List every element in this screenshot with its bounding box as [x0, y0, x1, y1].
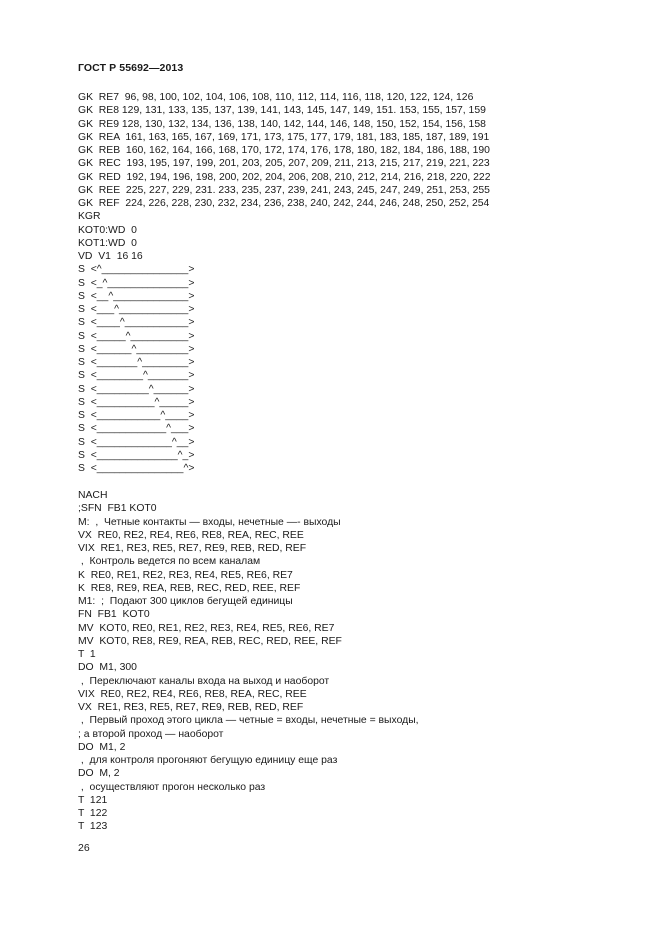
listing-line: GK REA 161, 163, 165, 167, 169, 171, 173, 175, 177, 179, 181, 183, 185, 187, 189, 191: [78, 131, 490, 143]
listing-line: GK RED 192, 194, 196, 198, 200, 202, 204, 206, 208, 210, 212, 214, 216, 218, 220, 222: [78, 171, 491, 183]
standard-header: ГОСТ Р 55692—2013: [78, 62, 184, 74]
listing-line: VIX RE1, RE3, RE5, RE7, RE9, REB, RED, REF: [78, 543, 307, 555]
listing-line: DO M, 2: [78, 768, 120, 780]
listing-line: VX RE0, RE2, RE4, RE6, RE8, REA, REC, REE: [78, 529, 304, 541]
listing-line: MV KOT0, RE8, RE9, REA, REB, REC, RED, REE, REF: [78, 635, 342, 647]
listing-line: GK REB 160, 162, 164, 166, 168, 170, 172, 174, 176, 178, 180, 182, 184, 186, 188, 190: [78, 145, 490, 156]
listing-line: NACH: [78, 490, 108, 502]
pattern-line: S <_____________^__>: [78, 436, 195, 448]
listing-line: , Первый проход этого цикла — четные = входы, нечетные = выходы,: [78, 715, 419, 727]
gk-block: [78, 91, 648, 263]
listing-line: K RE8, RE9, REA, REB, REC, RED, REE, REF: [78, 582, 301, 594]
listing-line: ; а второй проход — наоборот: [78, 728, 224, 740]
pattern-line: S <___________^____>: [78, 410, 195, 421]
pattern-line: S <_________^______>: [78, 383, 195, 395]
listing-line: GK REF 224, 226, 228, 230, 232, 234, 236, 238, 240, 242, 244, 246, 248, 250, 252, 254: [78, 198, 490, 209]
listing-line: KOT0:WD 0: [78, 224, 137, 236]
pattern-line: S <________^_______>: [78, 370, 195, 382]
listing-line: T 121: [78, 794, 108, 806]
page-number: 26: [78, 842, 90, 854]
pattern-line: S <______________^_>: [78, 449, 195, 461]
listing-line: , осуществляют прогон несколько раз: [78, 781, 266, 793]
pattern-line: S <_^______________>: [78, 277, 195, 289]
blank-line: [78, 475, 648, 489]
pattern-line: S <_______^________>: [78, 357, 195, 368]
listing-line: GK RE9 128, 130, 132, 134, 136, 138, 140, 142, 144, 146, 148, 150, 152, 154, 156, 158: [78, 118, 486, 130]
pattern-block: [78, 263, 648, 475]
listing-line: GK REE 225, 227, 229, 231. 233, 235, 237, 239, 241, 243, 245, 247, 249, 251, 253, 255: [78, 184, 490, 196]
listing-line: GK REC 193, 195, 197, 199, 201, 203, 205, 207, 209, 211, 213, 215, 217, 219, 221, 223: [78, 158, 490, 170]
listing-line: DO M1, 2: [78, 741, 126, 753]
listing-line: KOT1:WD 0: [78, 237, 137, 249]
listing-line: , для контроля прогоняют бегущую единицу еще раз: [78, 755, 338, 767]
pattern-line: S <____^___________>: [78, 317, 195, 329]
listing-line: K RE0, RE1, RE2, RE3, RE4, RE5, RE6, RE7: [78, 569, 293, 581]
listing-line: GK RE8 129, 131, 133, 135, 137, 139, 141, 143, 145, 147, 149, 151. 153, 155, 157, 159: [78, 105, 486, 117]
listing-line: VD V1 16 16: [78, 251, 143, 262]
pattern-line: S <^_______________>: [78, 264, 195, 276]
listing-line: MV KOT0, RE0, RE1, RE2, RE3, RE4, RE5, RE6, RE7: [78, 622, 335, 634]
pattern-line: S <__^_____________>: [78, 290, 195, 302]
pattern-line: S <____________^___>: [78, 423, 195, 435]
listing-line: T 122: [78, 808, 108, 820]
pattern-line: S <_______________^>: [78, 463, 195, 474]
listing-line: M: , Четные контакты — входы, нечетные —- выходы: [78, 516, 341, 528]
listing-line: ;SFN FB1 KOT0: [78, 503, 157, 515]
listing-line: VX RE1, RE3, RE5, RE7, RE9, REB, RED, REF: [78, 702, 304, 714]
program-block: [78, 489, 648, 834]
listing-line: GK RE7 96, 98, 100, 102, 104, 106, 108, 110, 112, 114, 116, 118, 120, 122, 124, 126: [78, 92, 474, 103]
listing-line: M1: ; Подают 300 циклов бегущей единицы: [78, 596, 293, 608]
listing-line: DO M1, 300: [78, 662, 137, 674]
pattern-line: S <___^____________>: [78, 304, 195, 315]
listing-line: T 1: [78, 649, 96, 661]
listing-line: , Переключают каналы входа на выход и наоборот: [78, 675, 330, 687]
listing-line: FN FB1 KOT0: [78, 609, 150, 621]
program-listing: [78, 91, 648, 834]
listing-line: KGR: [78, 211, 101, 223]
listing-line: , Контроль ведется по всем каналам: [78, 556, 261, 568]
listing-line: VIX RE0, RE2, RE4, RE6, RE8, REA, REC, REE: [78, 688, 307, 700]
listing-line: T 123: [78, 821, 108, 833]
pattern-line: S <_____^__________>: [78, 330, 195, 342]
pattern-line: S <______^_________>: [78, 343, 195, 355]
pattern-line: S <__________^_____>: [78, 396, 195, 408]
